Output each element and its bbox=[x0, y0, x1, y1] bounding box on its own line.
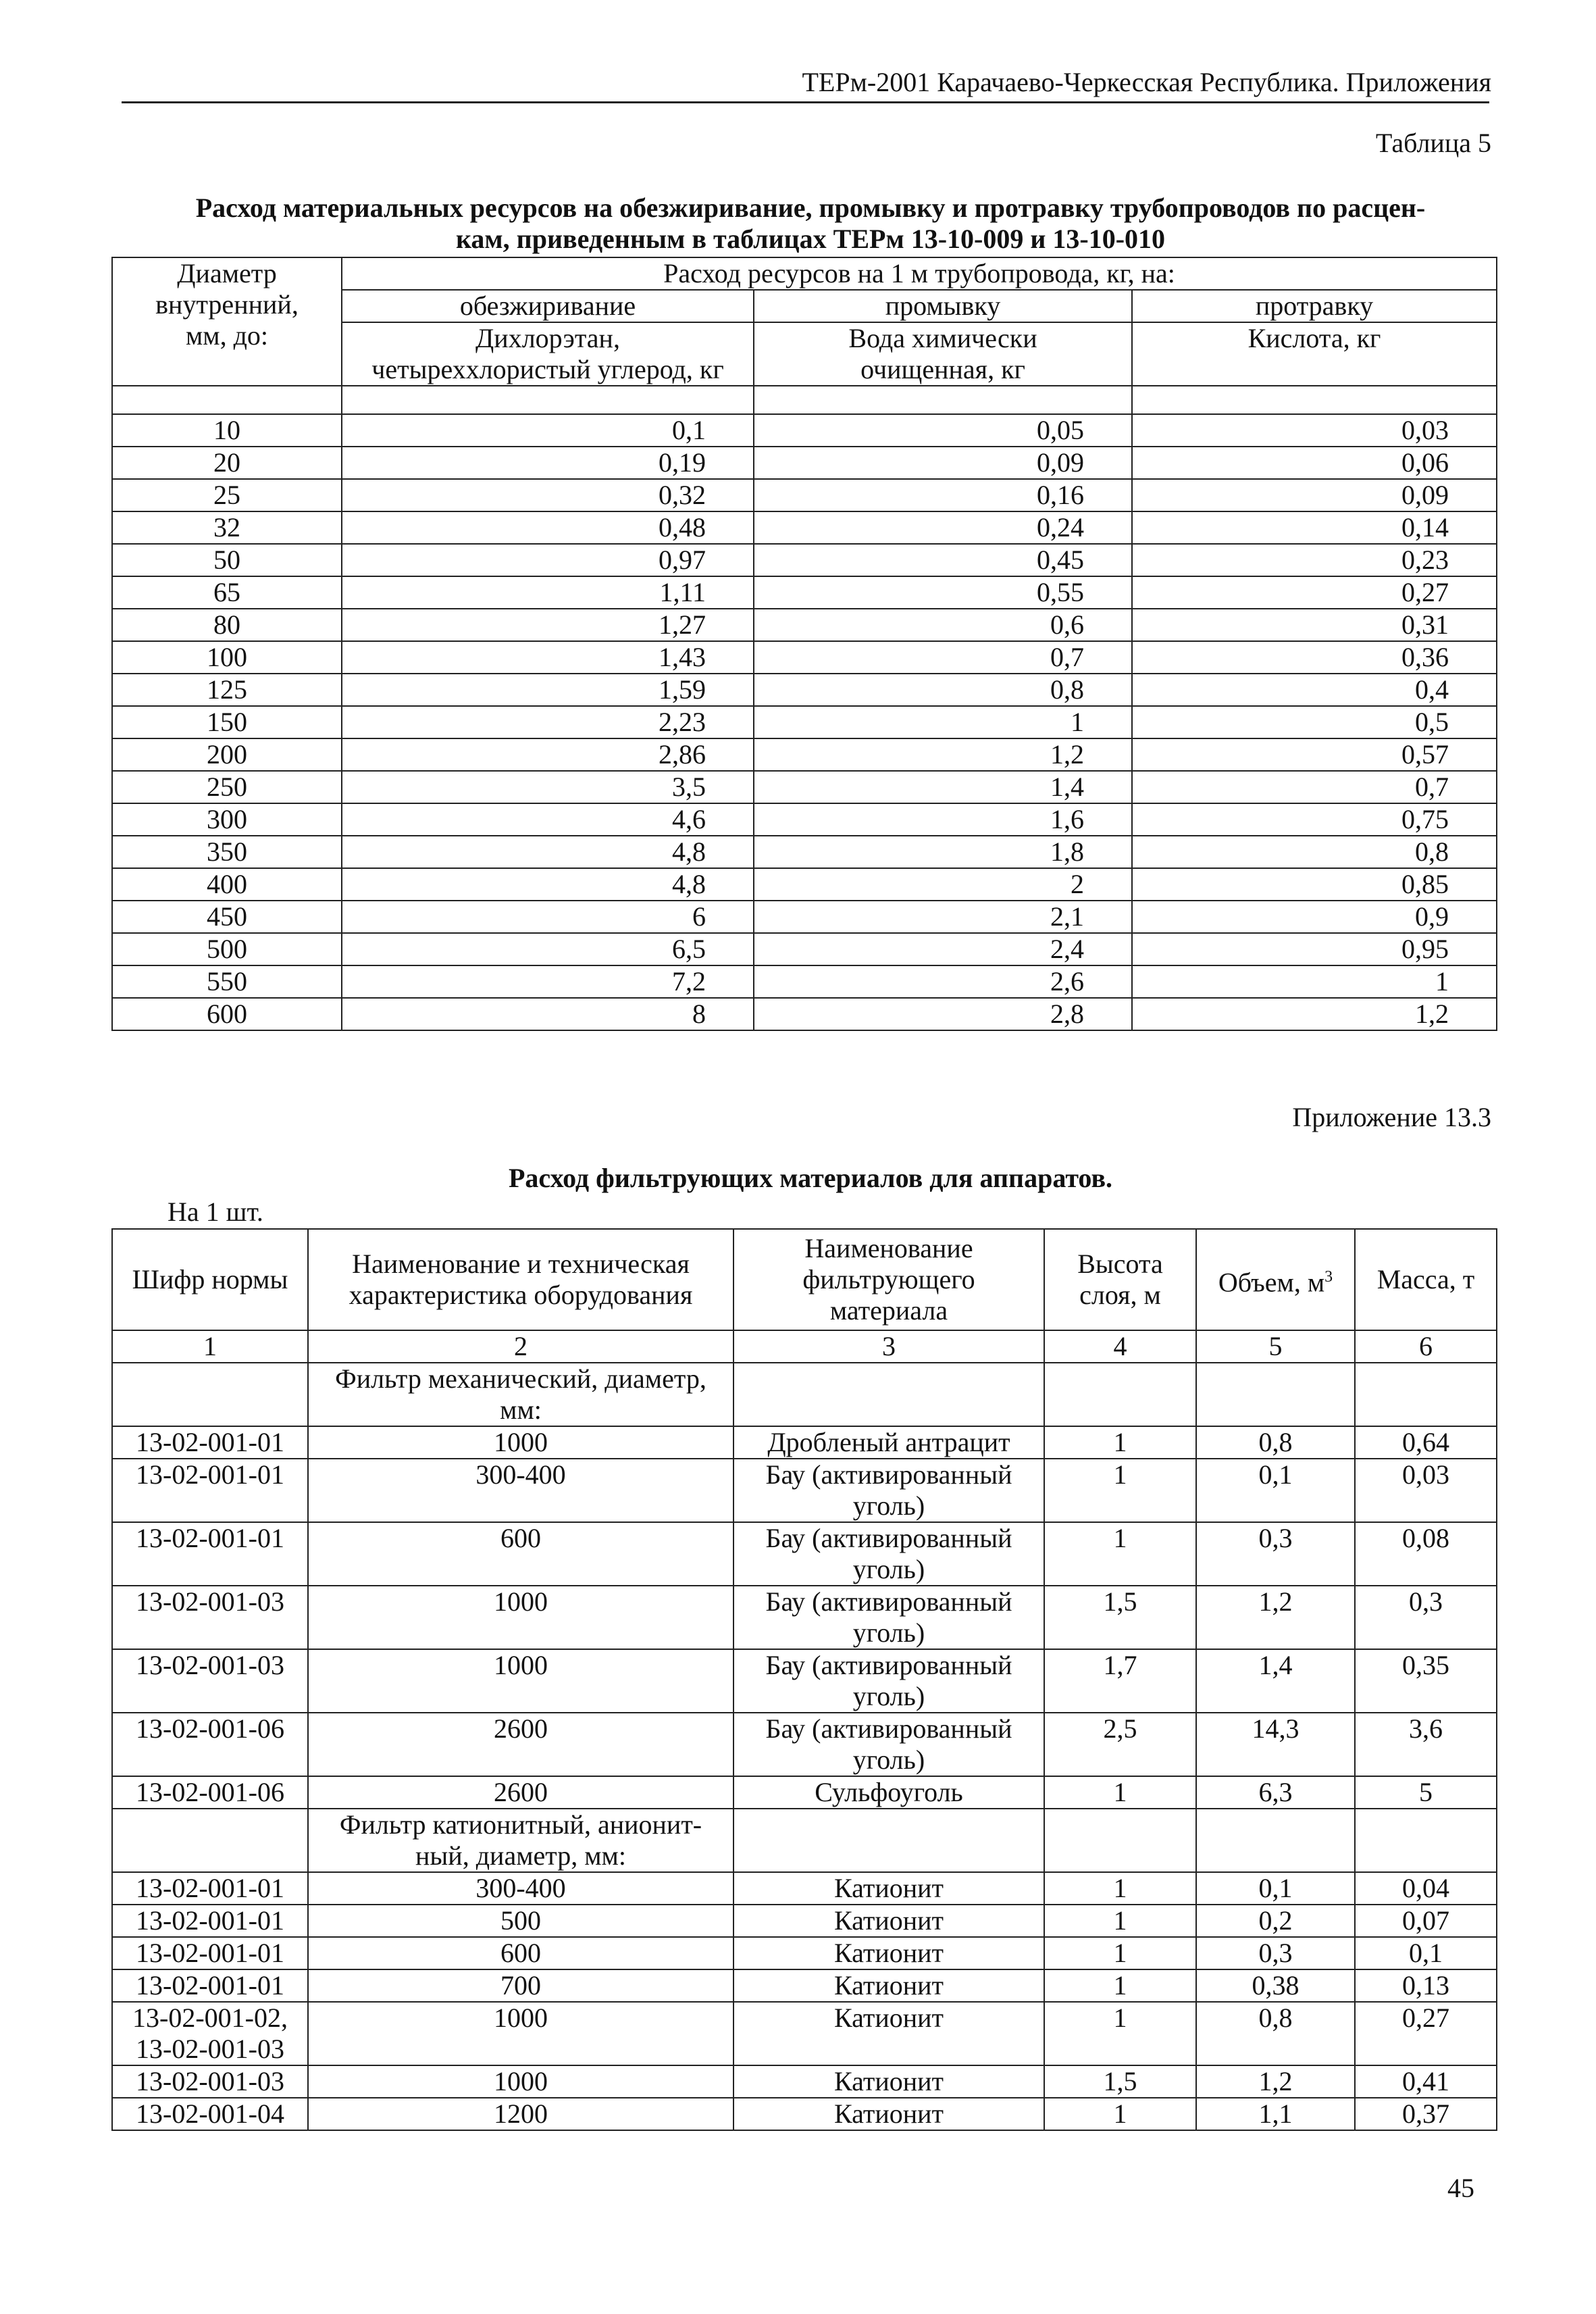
t2-cell: 13-02-001-04 bbox=[112, 2098, 308, 2130]
t2-cell: 13-02-001-01 bbox=[112, 1522, 308, 1586]
t5-cell-diameter: 350 bbox=[112, 836, 342, 868]
t2-cell: 0,3 bbox=[1196, 1522, 1355, 1586]
t5-cell-value: 0,75 bbox=[1132, 803, 1497, 836]
t2-cell: 600 bbox=[308, 1522, 733, 1586]
t5-cell-value: 0,45 bbox=[754, 544, 1132, 576]
t2-cell: 1 bbox=[1044, 1937, 1196, 1969]
t5-row bbox=[112, 965, 1497, 998]
t2-cell: 14,3 bbox=[1196, 1713, 1355, 1776]
t5-cell-value: 1,2 bbox=[754, 738, 1132, 771]
t2-cell: 0,41 bbox=[1355, 2065, 1497, 2098]
t5-cell-value: 0,85 bbox=[1132, 868, 1497, 901]
t2-cell: 13-02-001-02, 13-02-001-03 bbox=[112, 2002, 308, 2065]
t5-cell-value: 0,03 bbox=[1132, 414, 1497, 447]
t5-cell-value: 2 bbox=[754, 868, 1132, 901]
t2-row bbox=[112, 1969, 1497, 2002]
t2-cell: 13-02-001-01 bbox=[112, 1969, 308, 2002]
t5-cell-value: 2,23 bbox=[342, 706, 754, 738]
t2-cell bbox=[1044, 1809, 1196, 1872]
t5-cell-value: 0,57 bbox=[1132, 738, 1497, 771]
t2-cell: 0,1 bbox=[1196, 1872, 1355, 1905]
t5-cell-value: 6 bbox=[342, 901, 754, 933]
t2-cell: Катионит bbox=[733, 2002, 1044, 2065]
t5-cell-value: 0,95 bbox=[1132, 933, 1497, 965]
t5-header-diameter: Диаметр внутренний, мм, до: bbox=[112, 257, 342, 386]
page-number: 45 bbox=[1447, 2173, 1474, 2203]
t2-cell: 1000 bbox=[308, 1649, 733, 1713]
t2-cell bbox=[1355, 1363, 1497, 1426]
t5-row bbox=[112, 544, 1497, 576]
t5-cell-value: 1,11 bbox=[342, 576, 754, 609]
t2-header-equipment: Наименование и техническая характеристика оборудования bbox=[308, 1229, 733, 1330]
t5-cell-value: 1,43 bbox=[342, 641, 754, 674]
t5-cell-value: 0,09 bbox=[1132, 479, 1497, 511]
t5-row bbox=[112, 998, 1497, 1030]
t5-cell-value: 0,14 bbox=[1132, 511, 1497, 544]
t5-cell-value: 4,8 bbox=[342, 836, 754, 868]
t5-cell-diameter: 10 bbox=[112, 414, 342, 447]
t2-cell: 1,7 bbox=[1044, 1649, 1196, 1713]
t2-column-numbers bbox=[112, 1330, 1497, 1363]
t2-row bbox=[112, 1776, 1497, 1809]
t2-cell: Катионит bbox=[733, 1872, 1044, 1905]
t2-cell: 13-02-001-01 bbox=[112, 1937, 308, 1969]
t2-cell: 13-02-001-03 bbox=[112, 1586, 308, 1649]
t2-cell: 1200 bbox=[308, 2098, 733, 2130]
t2-cell: 1000 bbox=[308, 2065, 733, 2098]
t2-row bbox=[112, 2065, 1497, 2098]
t2-cell: 300-400 bbox=[308, 1459, 733, 1522]
t2-cell: 0,2 bbox=[1196, 1905, 1355, 1937]
t5-cell-diameter: 550 bbox=[112, 965, 342, 998]
table5-title bbox=[135, 193, 1486, 255]
t2-row bbox=[112, 1872, 1497, 1905]
t5-row bbox=[112, 738, 1497, 771]
table5-title-line1: Расход материальных ресурсов на обезжиривание, промывку и протравку трубопроводов по расцен- bbox=[195, 193, 1426, 223]
t2-cell: 300-400 bbox=[308, 1872, 733, 1905]
t2-column-number: 6 bbox=[1355, 1330, 1497, 1363]
t2-cell: Фильтр катионитный, анионит-ный, диаметр, мм: bbox=[308, 1809, 733, 1872]
t2-cell: 0,08 bbox=[1355, 1522, 1497, 1586]
t5-cell-value: 0,24 bbox=[754, 511, 1132, 544]
t2-header-mass: Масса, т bbox=[1355, 1229, 1497, 1330]
t2-cell: 0,03 bbox=[1355, 1459, 1497, 1522]
t2-cell: 700 bbox=[308, 1969, 733, 2002]
t2-row bbox=[112, 1649, 1497, 1713]
t2-row bbox=[112, 1809, 1497, 1872]
t2-cell: 2600 bbox=[308, 1713, 733, 1776]
t2-cell: 1 bbox=[1044, 1459, 1196, 1522]
t5-cell-diameter: 100 bbox=[112, 641, 342, 674]
t2-cell: 1 bbox=[1044, 1776, 1196, 1809]
t2-cell: 1,4 bbox=[1196, 1649, 1355, 1713]
t5-cell-diameter: 450 bbox=[112, 901, 342, 933]
t2-row bbox=[112, 1713, 1497, 1776]
t5-cell-diameter: 500 bbox=[112, 933, 342, 965]
t2-cell: 2600 bbox=[308, 1776, 733, 1809]
t2-cell: 0,3 bbox=[1355, 1586, 1497, 1649]
t5-cell-value: 2,4 bbox=[754, 933, 1132, 965]
t5-cell-diameter: 125 bbox=[112, 674, 342, 706]
t2-cell: 13-02-001-03 bbox=[112, 1649, 308, 1713]
t5-cell-value: 0,16 bbox=[754, 479, 1132, 511]
t5-cell-value: 0,55 bbox=[754, 576, 1132, 609]
t5-row bbox=[112, 868, 1497, 901]
t2-cell: 1000 bbox=[308, 2002, 733, 2065]
t5-cell-value: 4,6 bbox=[342, 803, 754, 836]
t5-cell-value: 0,97 bbox=[342, 544, 754, 576]
t2-cell: 13-02-001-06 bbox=[112, 1776, 308, 1809]
t5-cell-value: 0,9 bbox=[1132, 901, 1497, 933]
t2-cell: 5 bbox=[1355, 1776, 1497, 1809]
t5-row bbox=[112, 609, 1497, 641]
t5-cell-value: 0,23 bbox=[1132, 544, 1497, 576]
t5-cell-diameter: 25 bbox=[112, 479, 342, 511]
t5-row bbox=[112, 836, 1497, 868]
t2-row bbox=[112, 1937, 1497, 1969]
t2-cell: Бау (активированный уголь) bbox=[733, 1713, 1044, 1776]
t5-cell-value: 0,09 bbox=[754, 447, 1132, 479]
appendix-label: Приложение 13.3 bbox=[1292, 1102, 1491, 1132]
t2-cell: 13-02-001-01 bbox=[112, 1872, 308, 1905]
t2-cell bbox=[1196, 1363, 1355, 1426]
t2-column-number: 3 bbox=[733, 1330, 1044, 1363]
t5-header-op2: промывку bbox=[754, 290, 1132, 322]
t5-header-mat3: Кислота, кг bbox=[1132, 322, 1497, 386]
t5-cell-value: 2,1 bbox=[754, 901, 1132, 933]
table5-label: Таблица 5 bbox=[1375, 128, 1491, 158]
t5-cell-value: 1 bbox=[1132, 965, 1497, 998]
t2-cell: 0,27 bbox=[1355, 2002, 1497, 2065]
t2-row bbox=[112, 1905, 1497, 1937]
t2-cell bbox=[112, 1363, 308, 1426]
t2-cell: 1 bbox=[1044, 1522, 1196, 1586]
t2-cell: 1,2 bbox=[1196, 1586, 1355, 1649]
t2-cell: 0,8 bbox=[1196, 1426, 1355, 1459]
t5-cell-value: 0,7 bbox=[754, 641, 1132, 674]
t5-header-mat1: Дихлорэтан, четыреххлористый углерод, кг bbox=[342, 322, 754, 386]
t2-row bbox=[112, 1522, 1497, 1586]
t5-cell-diameter: 32 bbox=[112, 511, 342, 544]
t2-cell: Катионит bbox=[733, 1937, 1044, 1969]
t2-header-height: Высота слоя, м bbox=[1044, 1229, 1196, 1330]
t2-cell: Бау (активированный уголь) bbox=[733, 1522, 1044, 1586]
t2-cell: 1,5 bbox=[1044, 2065, 1196, 2098]
t5-cell-diameter: 600 bbox=[112, 998, 342, 1030]
t5-cell-value: 4,8 bbox=[342, 868, 754, 901]
t5-row bbox=[112, 933, 1497, 965]
t2-cell: 1,5 bbox=[1044, 1586, 1196, 1649]
t5-header-op3: протравку bbox=[1132, 290, 1497, 322]
t5-cell-value: 3,5 bbox=[342, 771, 754, 803]
t5-row bbox=[112, 511, 1497, 544]
unit-note: На 1 шт. bbox=[168, 1197, 263, 1227]
t5-cell-diameter: 150 bbox=[112, 706, 342, 738]
t2-cell: 13-02-001-01 bbox=[112, 1905, 308, 1937]
t2-cell bbox=[112, 1809, 308, 1872]
t2-cell: 0,13 bbox=[1355, 1969, 1497, 2002]
t2-cell: 0,1 bbox=[1355, 1937, 1497, 1969]
t2-cell: Бау (активированный уголь) bbox=[733, 1459, 1044, 1522]
t2-cell: 13-02-001-01 bbox=[112, 1426, 308, 1459]
t5-cell-value: 0,4 bbox=[1132, 674, 1497, 706]
t2-cell: 1000 bbox=[308, 1426, 733, 1459]
t2-cell: 0,1 bbox=[1196, 1459, 1355, 1522]
t5-cell-diameter: 50 bbox=[112, 544, 342, 576]
t5-cell-value: 0,7 bbox=[1132, 771, 1497, 803]
t5-cell-value: 1,59 bbox=[342, 674, 754, 706]
t2-cell: 1 bbox=[1044, 2002, 1196, 2065]
t2-cell: 13-02-001-01 bbox=[112, 1459, 308, 1522]
t5-cell-value: 1 bbox=[754, 706, 1132, 738]
t2-cell: 0,04 bbox=[1355, 1872, 1497, 1905]
t5-row bbox=[112, 901, 1497, 933]
t5-header-op1: обезжиривание bbox=[342, 290, 754, 322]
t2-cell: 1 bbox=[1044, 1905, 1196, 1937]
t2-cell: 1000 bbox=[308, 1586, 733, 1649]
t5-header-group: Расход ресурсов на 1 м трубопровода, кг, на: bbox=[342, 257, 1497, 290]
table5 bbox=[111, 257, 1497, 1031]
t5-header-mat2: Вода химически очищенная, кг bbox=[754, 322, 1132, 386]
t5-cell-value: 0,8 bbox=[1132, 836, 1497, 868]
t5-cell-diameter: 250 bbox=[112, 771, 342, 803]
t2-cell: 6,3 bbox=[1196, 1776, 1355, 1809]
t2-cell: 13-02-001-03 bbox=[112, 2065, 308, 2098]
t5-cell-diameter: 400 bbox=[112, 868, 342, 901]
appendix-title: Расход фильтрующих материалов для аппаратов. bbox=[508, 1163, 1113, 1193]
t5-cell-value: 0,5 bbox=[1132, 706, 1497, 738]
t5-cell-value: 0,48 bbox=[342, 511, 754, 544]
t2-row bbox=[112, 1426, 1497, 1459]
t5-row bbox=[112, 641, 1497, 674]
t5-cell-value: 1,27 bbox=[342, 609, 754, 641]
header-rule bbox=[122, 101, 1489, 103]
t5-cell-value: 2,6 bbox=[754, 965, 1132, 998]
t2-column-number: 4 bbox=[1044, 1330, 1196, 1363]
t5-cell-diameter: 300 bbox=[112, 803, 342, 836]
t5-cell-value: 1,8 bbox=[754, 836, 1132, 868]
t2-cell: 500 bbox=[308, 1905, 733, 1937]
t2-cell: Катионит bbox=[733, 2065, 1044, 2098]
t5-cell-value: 0,6 bbox=[754, 609, 1132, 641]
t2-cell bbox=[733, 1809, 1044, 1872]
t5-row bbox=[112, 479, 1497, 511]
t5-cell-value: 0,1 bbox=[342, 414, 754, 447]
t5-cell-value: 0,32 bbox=[342, 479, 754, 511]
t2-cell: 0,64 bbox=[1355, 1426, 1497, 1459]
t2-cell: 1 bbox=[1044, 2098, 1196, 2130]
t2-cell: 3,6 bbox=[1355, 1713, 1497, 1776]
t2-cell bbox=[733, 1363, 1044, 1426]
t5-row bbox=[112, 771, 1497, 803]
t2-column-number: 1 bbox=[112, 1330, 308, 1363]
t5-cell-value: 0,05 bbox=[754, 414, 1132, 447]
t2-header-volume: Объем, $м^3$ bbox=[1196, 1229, 1355, 1330]
t2-cell: 1 bbox=[1044, 1872, 1196, 1905]
t5-cell-value: 8 bbox=[342, 998, 754, 1030]
t2-row bbox=[112, 1459, 1497, 1522]
t5-row bbox=[112, 447, 1497, 479]
t2-cell: 2,5 bbox=[1044, 1713, 1196, 1776]
t2-cell: Фильтр механический, диаметр, мм: bbox=[308, 1363, 733, 1426]
t5-cell-value: 1,6 bbox=[754, 803, 1132, 836]
filter-materials-table bbox=[111, 1228, 1497, 2131]
t2-cell: 0,07 bbox=[1355, 1905, 1497, 1937]
t5-cell-value: 2,86 bbox=[342, 738, 754, 771]
t2-cell: 0,38 bbox=[1196, 1969, 1355, 2002]
t2-cell bbox=[1044, 1363, 1196, 1426]
t2-row bbox=[112, 1586, 1497, 1649]
running-header: ТЕРм-2001 Карачаево-Черкесская Республика. Приложения bbox=[802, 67, 1491, 97]
t5-row bbox=[112, 803, 1497, 836]
t2-cell: Катионит bbox=[733, 2098, 1044, 2130]
t5-cell-value: 0,36 bbox=[1132, 641, 1497, 674]
t2-cell: 0,8 bbox=[1196, 2002, 1355, 2065]
t5-cell-value: 0,8 bbox=[754, 674, 1132, 706]
t2-cell bbox=[1196, 1809, 1355, 1872]
t2-cell: 1 bbox=[1044, 1969, 1196, 2002]
t2-column-number: 2 bbox=[308, 1330, 733, 1363]
t5-cell-value: 1,4 bbox=[754, 771, 1132, 803]
t2-cell: Катионит bbox=[733, 1905, 1044, 1937]
t5-cell-diameter: 200 bbox=[112, 738, 342, 771]
t2-header-code: Шифр нормы bbox=[112, 1229, 308, 1330]
t2-cell: 0,3 bbox=[1196, 1937, 1355, 1969]
t5-cell-value: 0,06 bbox=[1132, 447, 1497, 479]
t5-row bbox=[112, 576, 1497, 609]
t5-spacer-row bbox=[112, 386, 1497, 414]
t2-header-material: Наименование фильтрующего материала bbox=[733, 1229, 1044, 1330]
t2-cell: 1,1 bbox=[1196, 2098, 1355, 2130]
t2-cell: 1,2 bbox=[1196, 2065, 1355, 2098]
t5-cell-diameter: 65 bbox=[112, 576, 342, 609]
t2-cell: 0,37 bbox=[1355, 2098, 1497, 2130]
t5-cell-value: 0,27 bbox=[1132, 576, 1497, 609]
t2-cell: 1 bbox=[1044, 1426, 1196, 1459]
t2-row bbox=[112, 2002, 1497, 2065]
t5-row bbox=[112, 674, 1497, 706]
table5-title-line2: кам, приведенным в таблицах ТЕРм 13-10-009 и 13-10-010 bbox=[455, 224, 1166, 254]
t2-row bbox=[112, 1363, 1497, 1426]
t5-cell-value: 7,2 bbox=[342, 965, 754, 998]
t5-cell-diameter: 80 bbox=[112, 609, 342, 641]
t5-cell-value: 1,2 bbox=[1132, 998, 1497, 1030]
t2-cell bbox=[1355, 1809, 1497, 1872]
t5-row bbox=[112, 706, 1497, 738]
t5-row bbox=[112, 414, 1497, 447]
t2-row bbox=[112, 2098, 1497, 2130]
t5-cell-diameter: 20 bbox=[112, 447, 342, 479]
t2-cell: Катионит bbox=[733, 1969, 1044, 2002]
t2-cell: 0,35 bbox=[1355, 1649, 1497, 1713]
t2-cell: 13-02-001-06 bbox=[112, 1713, 308, 1776]
t2-cell: Дробленый антрацит bbox=[733, 1426, 1044, 1459]
t2-column-number: 5 bbox=[1196, 1330, 1355, 1363]
t2-cell: Сульфоуголь bbox=[733, 1776, 1044, 1809]
t5-cell-value: 2,8 bbox=[754, 998, 1132, 1030]
t5-cell-value: 0,19 bbox=[342, 447, 754, 479]
t5-cell-value: 0,31 bbox=[1132, 609, 1497, 641]
t5-cell-value: 6,5 bbox=[342, 933, 754, 965]
t2-cell: 600 bbox=[308, 1937, 733, 1969]
t2-cell: Бау (активированный уголь) bbox=[733, 1649, 1044, 1713]
t2-cell: Бау (активированный уголь) bbox=[733, 1586, 1044, 1649]
